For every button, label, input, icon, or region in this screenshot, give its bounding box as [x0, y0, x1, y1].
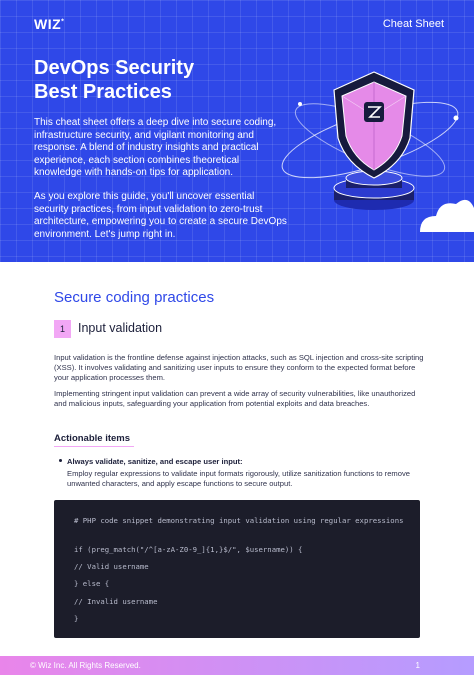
cloud-icon: [420, 200, 474, 232]
heading-underline: [54, 446, 134, 447]
section-title: Secure coding practices: [54, 289, 215, 306]
code-line-close: }: [74, 614, 79, 623]
bullet-heading: Always validate, sanitize, and escape user input:: [67, 457, 243, 466]
body-paragraph-2: Implementing stringent input validation can prevent a wide array of security vulnerabilities, like unauthorized and malicious inputs, safeguarding your application from potential exploits and data breaches.: [54, 389, 416, 408]
title-line-2: Best Practices: [34, 81, 172, 103]
logo-text: WIZ: [34, 16, 62, 32]
page-number: 1: [415, 661, 420, 670]
subsection-number-badge: 1: [54, 320, 71, 338]
shield-icon: [334, 72, 414, 178]
logo-mark: *: [61, 18, 65, 26]
code-line-comment: # PHP code snippet demonstrating input validation using regular expressions: [74, 516, 404, 525]
hero-banner: [0, 0, 474, 262]
intro-paragraph-2: As you explore this guide, you'll uncover essential security practices, from input validation to zero-trust architecture, empowering you to create a secure DevOps environment. Let's jump right in.: [34, 191, 287, 240]
bullet-text: Employ regular expressions to validate input formats rigorously, utilize sanitization functions to remove unwanted characters, and apply escape functions to secure output.: [67, 469, 411, 488]
shield-illustration: [270, 60, 474, 260]
bullet-dot: [59, 459, 62, 462]
code-line-invalid: // Invalid username: [74, 597, 158, 606]
wiz-logo[interactable]: [34, 16, 64, 32]
intro-paragraph-1: This cheat sheet offers a deep dive into secure coding, infrastructure security, and vigilant monitoring and response. A blend of industry insights and practical experience, each section combines theoretical knowledge with hands-on tips for application.: [34, 117, 277, 178]
code-line-valid: // Valid username: [74, 562, 149, 571]
code-line-if: if (preg_match("/^[a-zA-Z0-9_]{1,}$/", $username)) {: [74, 545, 303, 554]
actionable-items-heading: Actionable items: [54, 433, 131, 444]
doc-type-label: Cheat Sheet: [382, 18, 444, 30]
page-title: [34, 56, 254, 104]
footer-copyright: © Wiz Inc. All Rights Reserved.: [30, 661, 141, 670]
subsection-title: Input validation: [78, 321, 163, 335]
footer: [0, 656, 474, 675]
title-line-1: DevOps Security: [34, 57, 195, 79]
code-line-else: } else {: [74, 579, 110, 588]
body-paragraph-1: Input validation is the frontline defense against injection attacks, such as SQL injection and cross-site scripting (XSS). It involves validating and sanitizing user inputs to ensure they conform to the expected format before your application processes them.: [54, 353, 424, 382]
